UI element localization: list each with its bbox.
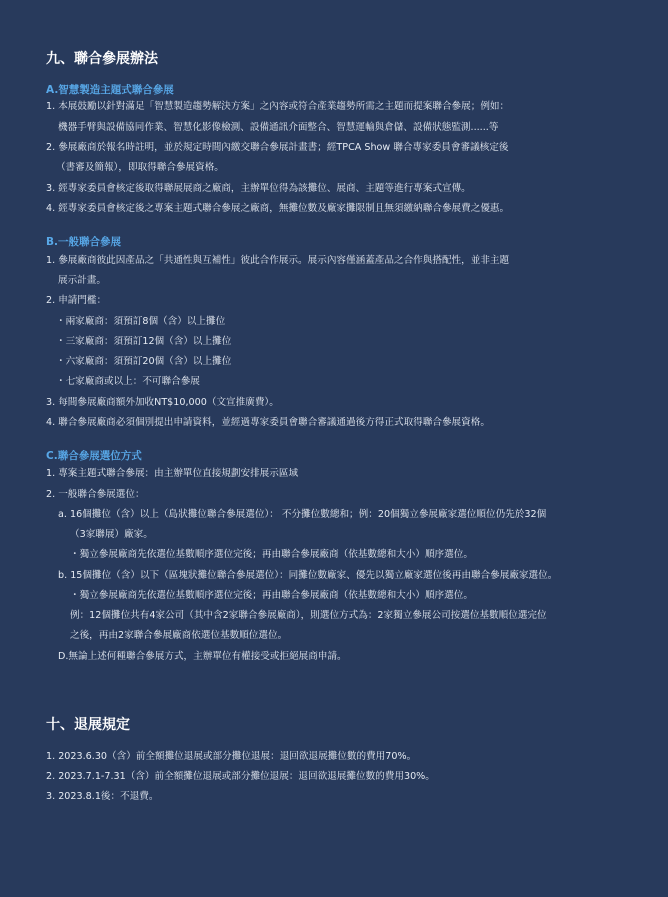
b-line-1: 1. 參展廠商彼此因產品之「共通性與互補性」彼此合作展示。展示內容僅涵蓋產品之合作與搭配性，並非主題 xyxy=(46,255,510,266)
b-line-8: 3. 每間參展廠商額外加收NT$10,000（文宣推廣費）。 xyxy=(46,397,279,408)
c-line-6: b. 15個攤位（含）以下（區塊狀攤位聯合參展選位）：同攤位數廠家、優先以獨立廠家選位後再由聯合參展廠家選位。 xyxy=(58,570,558,581)
c-line-4: （3家聯展）廠家。 xyxy=(70,529,153,540)
c-line-8: 例：12個攤位共有4家公司（其中含2家聯合參展廠商），則選位方式為：2家獨立參展公司按選位基數順位選完位 xyxy=(70,610,547,621)
a-line-3: 2. 參展廠商於報名時註明，並於規定時間內繳交聯合參展計畫書；經TPCA Show 聯合專家委員會審議核定後 xyxy=(46,142,509,153)
subsection-b-title: B.一般聯合參展 xyxy=(46,236,121,248)
c-line-10: D.無論上述何種聯合參展方式，主辦單位有權接受或拒絕展商申請。 xyxy=(58,651,347,662)
b-line-4: ・兩家廠商：須預訂8個（含）以上攤位 xyxy=(56,316,226,327)
refund-line-2: 2. 2023.7.1-7.31（含）前全額攤位退展或部分攤位退展：退回欲退展攤位數的費用30%。 xyxy=(46,771,435,782)
a-line-4: （書審及簡報），即取得聯合參展資格。 xyxy=(56,162,224,173)
c-line-3: a. 16個攤位（含）以上（島狀攤位聯合參展選位）： 不分攤位數總和；例：20個獨立參展廠家選位順位仍先於32個 xyxy=(58,509,547,520)
c-line-2: 2. 一般聯合參展選位： xyxy=(46,489,145,500)
refund-line-3: 3. 2023.8.1後：不退費。 xyxy=(46,791,159,802)
a-line-1: 1. 本展鼓勵以針對滿足「智慧製造趨勢解決方案」之內容或符合產業趨勢所需之主題而提案聯合參展；例如： xyxy=(46,101,510,112)
subsection-c-title: C.聯合參展選位方式 xyxy=(46,450,142,462)
refund-line-1: 1. 2023.6.30（含）前全額攤位退展或部分攤位退展：退回欲退展攤位數的費用70%。 xyxy=(46,751,417,762)
b-line-7: ・七家廠商或以上：不可聯合參展 xyxy=(56,376,200,387)
c-line-1: 1. 專案主題式聯合參展：由主辦單位直接規劃安排展示區域 xyxy=(46,468,299,479)
b-line-6: ・六家廠商：須預訂20個（含）以上攤位 xyxy=(56,356,232,367)
subsection-a-title: A.智慧製造主題式聯合參展 xyxy=(46,84,174,96)
b-line-2: 展示計畫。 xyxy=(58,275,106,286)
b-line-5: ・三家廠商：須預訂12個（含）以上攤位 xyxy=(56,336,232,347)
c-line-9: 之後，再由2家聯合參展廠商依選位基數順位選位。 xyxy=(70,630,288,641)
a-line-2: 機器手臂與設備協同作業、智慧化影像檢測、設備通訊介面整合、智慧運輸與倉儲、設備狀態監測......等 xyxy=(58,122,499,133)
section-9-title: 九、聯合參展辦法 xyxy=(46,51,158,67)
b-line-9: 4. 聯合參展廠商必須個別提出申請資料，並經過專家委員會聯合審議通過後方得正式取得聯合參展資格。 xyxy=(46,417,490,428)
b-line-3: 2. 申請門檻： xyxy=(46,295,107,306)
a-line-6: 4. 經專家委員會核定後之專案主題式聯合參展之廠商，無攤位數及廠家攤限制且無須繳納聯合參展費之優惠。 xyxy=(46,203,510,214)
c-line-5: ・獨立參展廠商先依選位基數順序選位完後；再由聯合參展廠商（依基數總和大小）順序選位。 xyxy=(70,549,473,560)
section-10-title: 十、退展規定 xyxy=(46,717,130,733)
a-line-5: 3. 經專家委員會核定後取得聯展展商之廠商，主辦單位得為該攤位、展商、主題等進行專案式宣傳。 xyxy=(46,183,471,194)
c-line-7: ・獨立參展廠商先依選位基數順序選位完後；再由聯合參展廠商（依基數總和大小）順序選位。 xyxy=(70,590,473,601)
